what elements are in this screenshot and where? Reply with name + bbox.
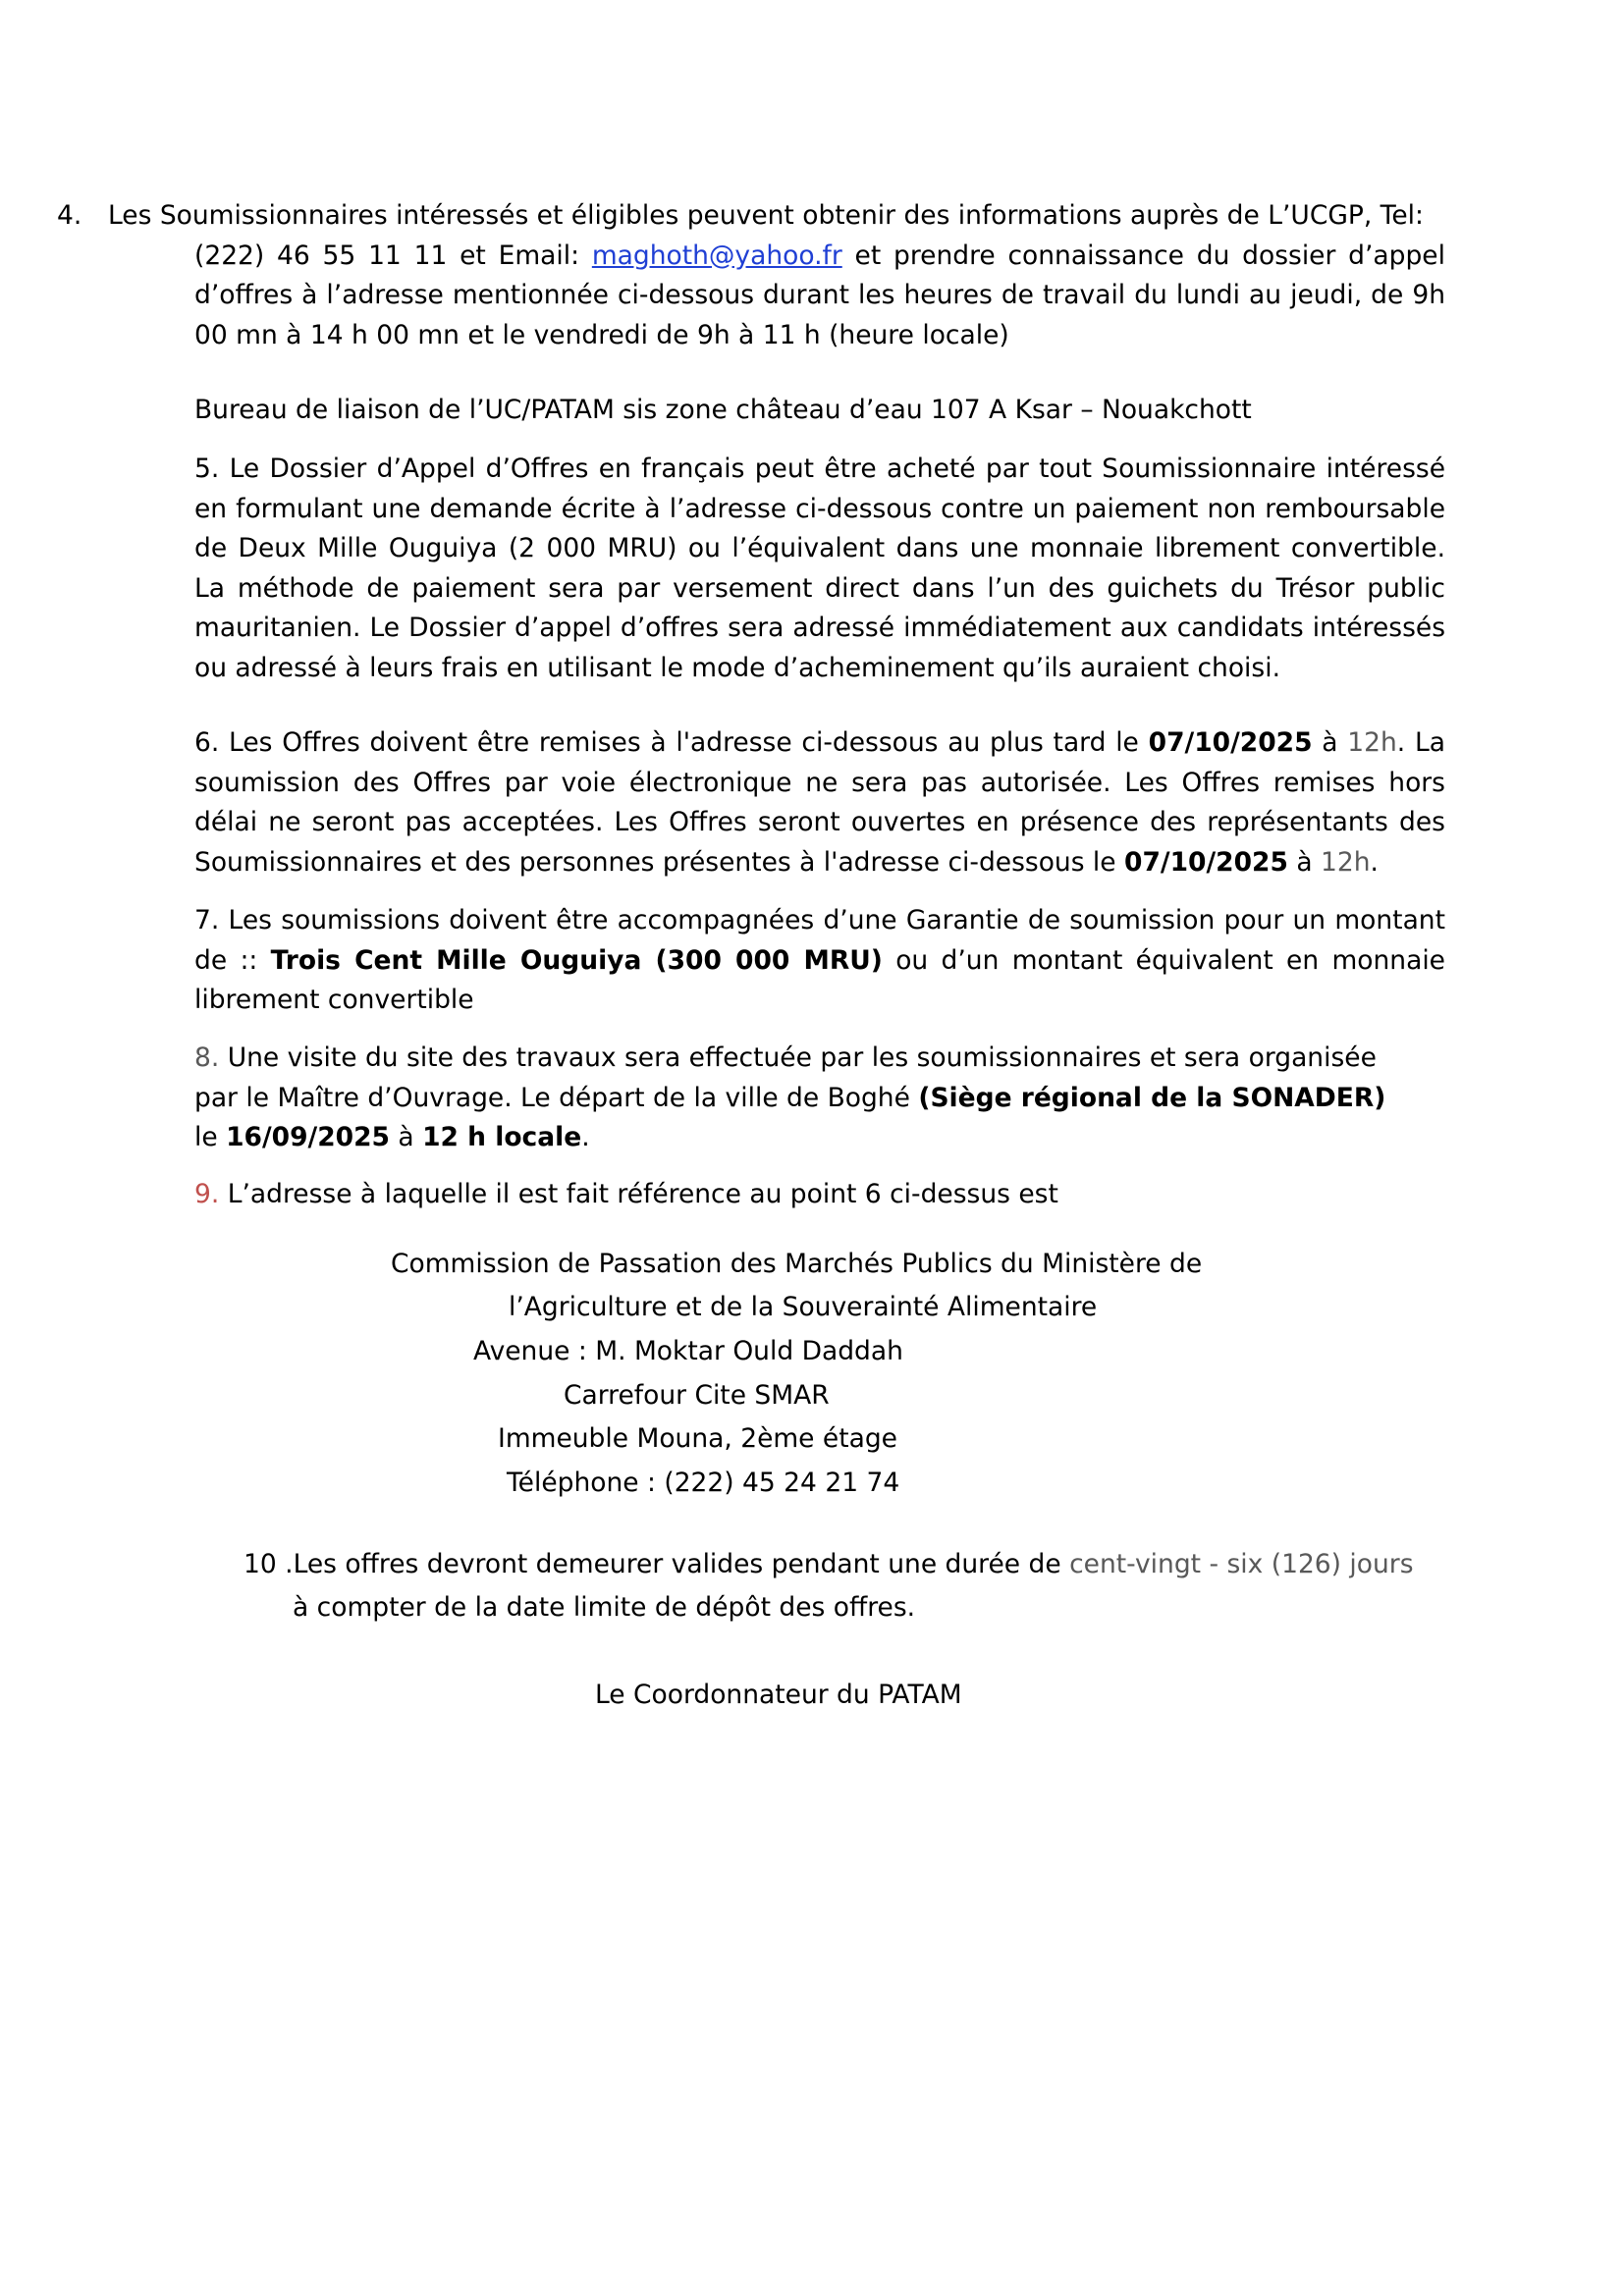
item-10-line-1 bbox=[244, 1545, 1414, 1584]
opening-date: 07/10/2025 bbox=[1124, 846, 1288, 878]
item-8-number: 8. bbox=[194, 1042, 220, 1073]
address-line-2: l’Agriculture et de la Souverainté Alimentaire bbox=[509, 1292, 1098, 1322]
item-8-text-1: Une visite du site des travaux sera effectuée par les soumissionnaires et sera organisée par le Maître d’Ouvrage. Le départ de la ville de Boghé bbox=[194, 1042, 1377, 1113]
address-line-5: Immeuble Mouna, 2ème étage bbox=[498, 1423, 897, 1454]
item-4-consult-text: et prendre connaissance du dossier d’appel bbox=[854, 240, 1445, 271]
office-address-line: Bureau de liaison de l’UC/PATAM sis zone château d’eau 107 A Ksar – Nouakchott bbox=[194, 395, 1252, 425]
item-10-text-1: .Les offres devront demeurer valides pendant une durée de bbox=[276, 1549, 1061, 1579]
signature: Le Coordonnateur du PATAM bbox=[595, 1680, 962, 1710]
item-10-number: 10 bbox=[244, 1549, 277, 1579]
submission-deadline-hour: 12h bbox=[1347, 727, 1397, 758]
item-8-text-2: le bbox=[194, 1122, 218, 1152]
item-7-paragraph bbox=[194, 901, 1445, 1021]
item-9-paragraph bbox=[194, 1175, 1445, 1215]
item-4-hours-text: d’offres à l’adresse mentionnée ci-dessous durant les heures de travail du lundi au jeudi, de 9h 00 mn à 14 h 00 mn et le vendredi de 9h à 11 h (heure locale) bbox=[194, 280, 1445, 350]
item-4-first-line: Les Soumissionnaires intéressés et éligibles peuvent obtenir des informations auprès de L’UCGP, Tel: bbox=[108, 200, 1424, 231]
address-line-6: Téléphone : (222) 45 24 21 74 bbox=[507, 1468, 900, 1498]
item-6-end: . bbox=[1370, 846, 1379, 878]
item-6-a-2: à bbox=[1287, 846, 1322, 878]
item-4-number: 4. bbox=[57, 200, 82, 231]
item-8-end: . bbox=[581, 1122, 590, 1152]
item-8-a: à bbox=[389, 1122, 423, 1152]
item-8-paragraph bbox=[194, 1039, 1402, 1158]
item-10-line-2: à compter de la date limite de dépôt des offres. bbox=[293, 1592, 916, 1623]
email-link[interactable]: maghoth@yahoo.fr bbox=[591, 240, 842, 271]
item-6-text-2: . La soumission des Offres par voie électronique ne sera pas autorisée. Les Offres remises hors délai ne seront pas acceptées. Les Offres seront ouvertes en présence des représentants des Soumissionnaires et des personnes présentes à l'adresse ci-dessous le bbox=[194, 727, 1445, 878]
validity-duration: cent-vingt - six (126) jours bbox=[1069, 1549, 1414, 1579]
address-line-3: Avenue : M. Moktar Ould Daddah bbox=[473, 1336, 903, 1366]
item-4-phone-text: (222) 46 55 11 11 et Email: bbox=[194, 240, 580, 271]
address-line-4: Carrefour Cite SMAR bbox=[564, 1380, 830, 1411]
item-5-paragraph: 5. Le Dossier d’Appel d’Offres en français peut être acheté par tout Soumissionnaire intéressé en formulant une demande écrite à l’adresse ci-dessous contre un paiement non remboursable de Deux Mille Ouguiya (2 000 MRU) ou l’équivalent dans une monnaie librement convertible. La méthode de paiement sera par versement direct dans l’un des guichets du Trésor public mauritanien. Le Dossier d’appel d’offres sera adressé immédiatement aux candidats intéressés ou adressé à leurs frais en utilisant le mode d’acheminement qu’ils auraient choisi. bbox=[194, 454, 1445, 683]
bid-security-amount: Trois Cent Mille Ouguiya (300 000 MRU) bbox=[270, 944, 883, 976]
submission-deadline-date: 07/10/2025 bbox=[1148, 727, 1313, 758]
site-visit-place: (Siège régional de la SONADER) bbox=[918, 1082, 1386, 1113]
item-9-text: L’adresse à laquelle il est fait référence au point 6 ci-dessus est bbox=[219, 1179, 1058, 1209]
item-9-number: 9. bbox=[194, 1179, 220, 1209]
opening-hour: 12h bbox=[1321, 846, 1371, 878]
item-7-text-2: ou d’un montant équivalent en monnaie librement convertible bbox=[194, 944, 1445, 1015]
address-line-1: Commission de Passation des Marchés Publics du Ministère de bbox=[391, 1249, 1203, 1279]
site-visit-hour: 12 h locale bbox=[422, 1122, 582, 1152]
item-7-text-1: 7. Les soumissions doivent être accompagnées d’une Garantie de soumission pour un montant de :: bbox=[194, 905, 1445, 976]
item-6-paragraph bbox=[194, 723, 1445, 882]
item-6-a-1: à bbox=[1312, 727, 1348, 758]
item-4-email-line bbox=[194, 237, 1445, 277]
item-6-text-1: 6. Les Offres doivent être remises à l'adresse ci-dessous au plus tard le bbox=[194, 727, 1139, 758]
site-visit-date: 16/09/2025 bbox=[226, 1122, 390, 1152]
